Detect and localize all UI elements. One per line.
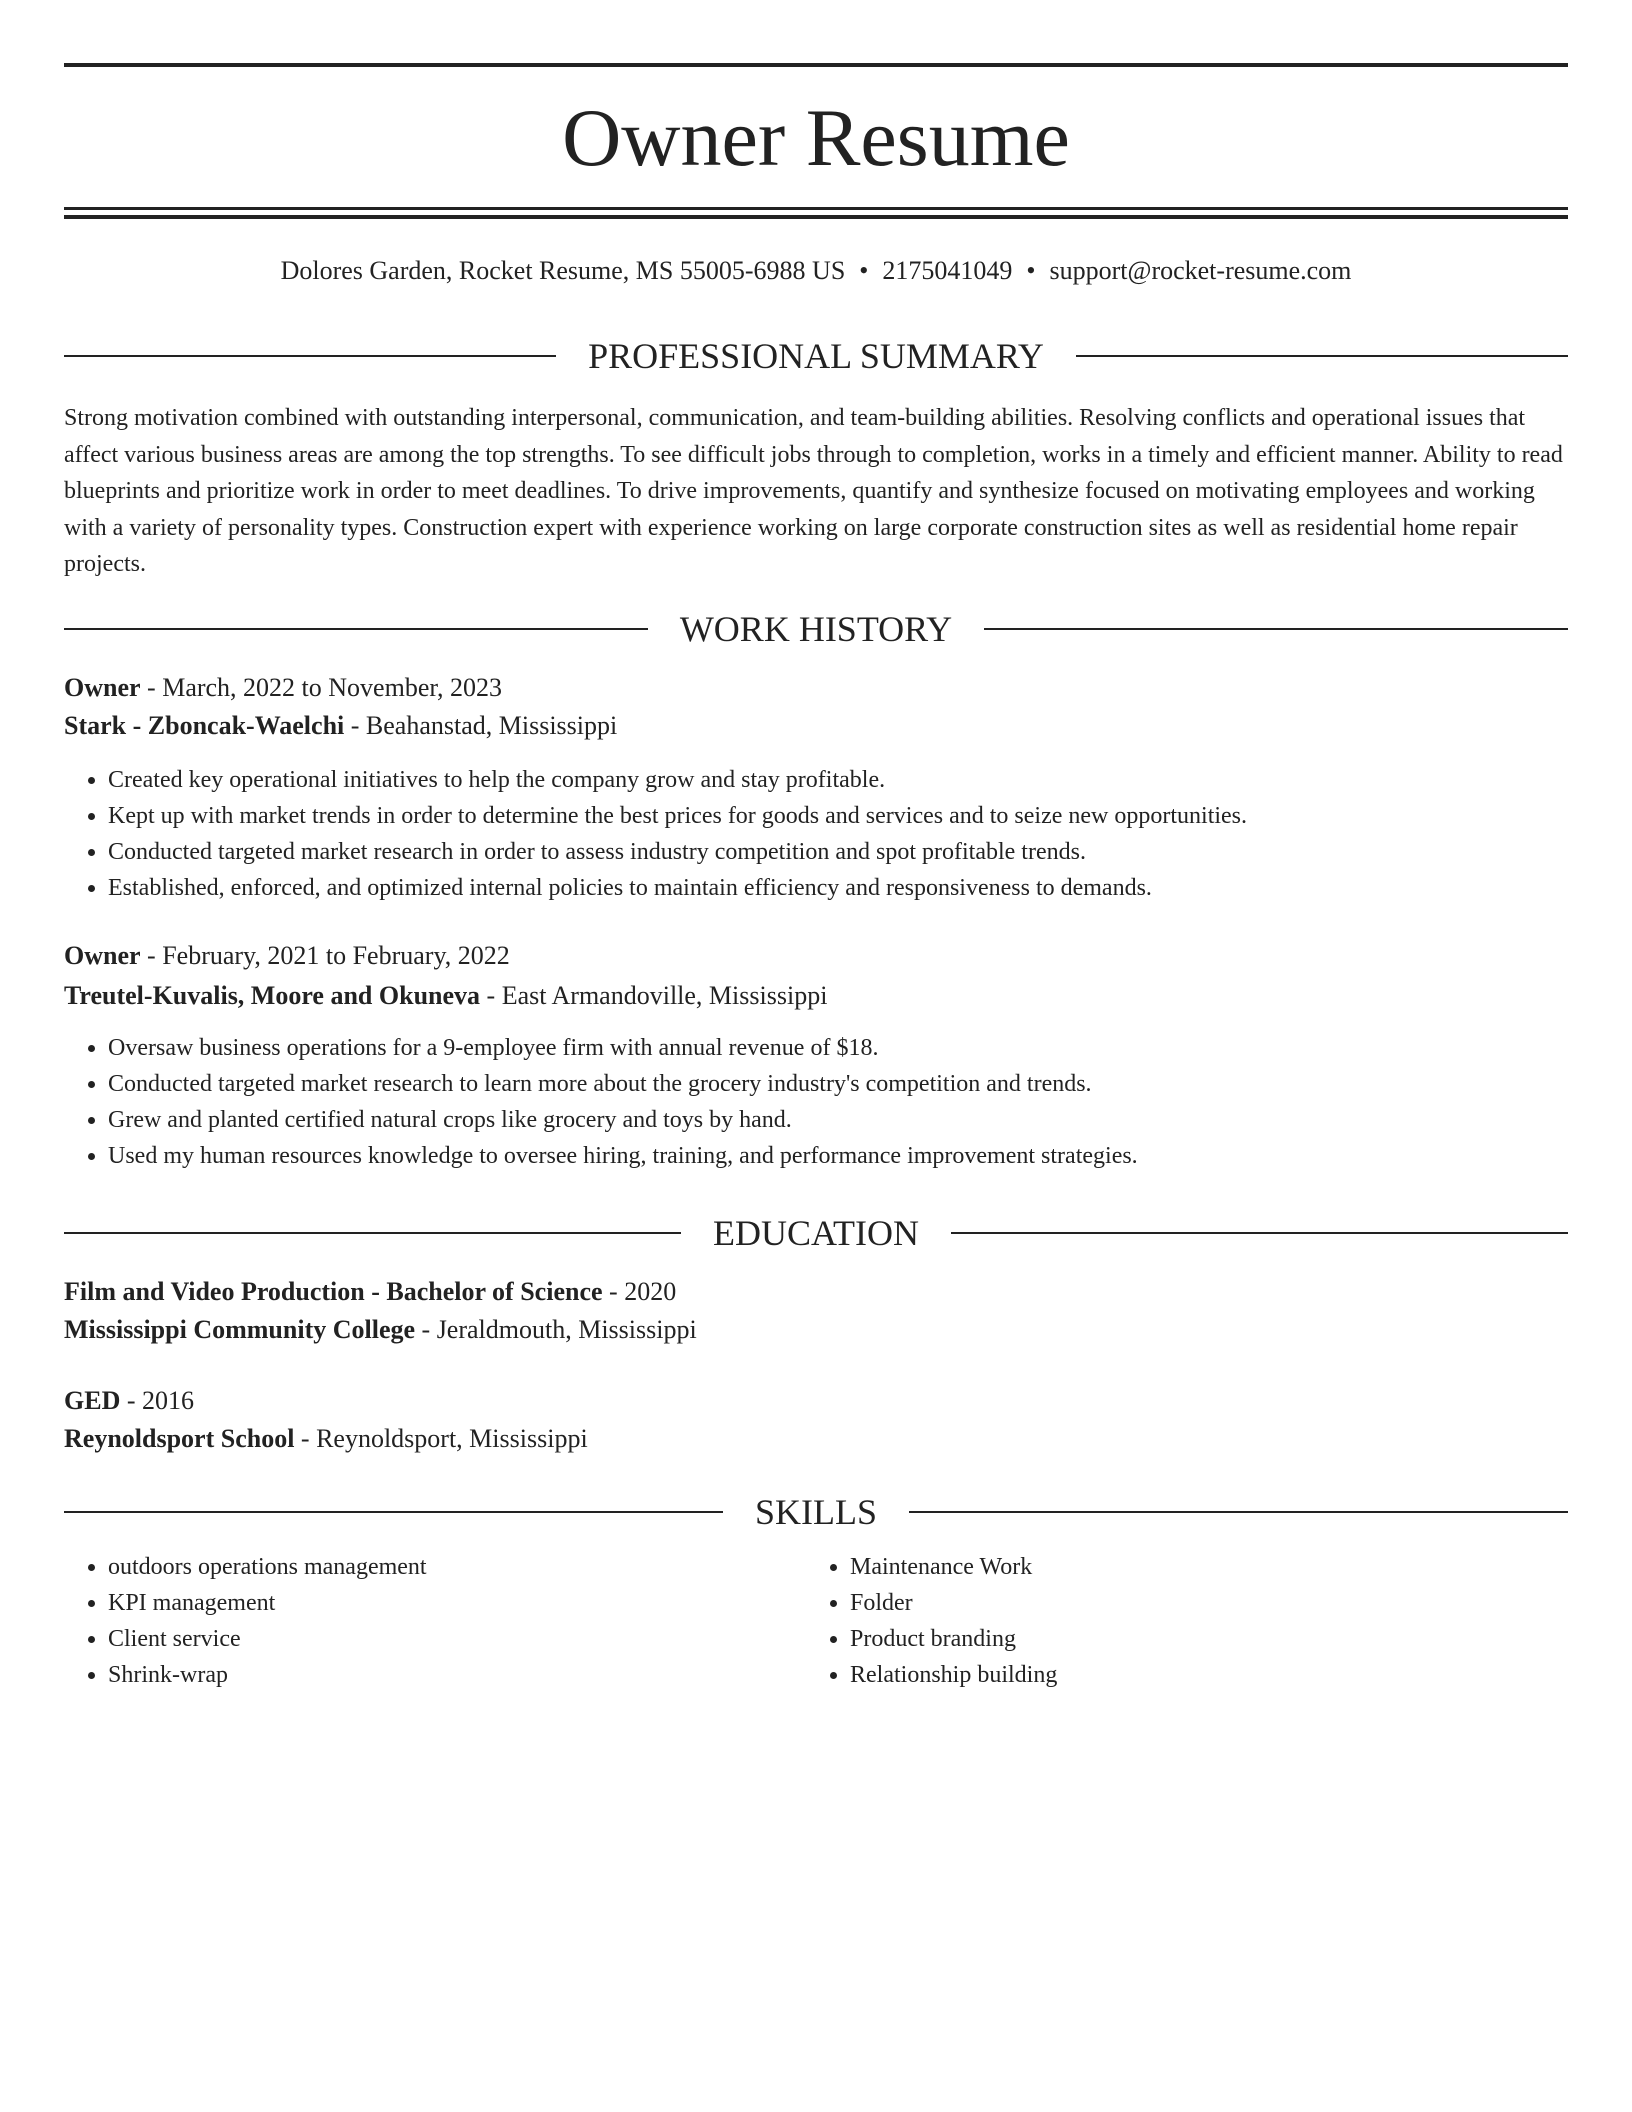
section-rule-right xyxy=(951,1232,1568,1234)
school-name: Mississippi Community College xyxy=(64,1315,416,1344)
contact-phone: 2175041049 xyxy=(882,256,1013,285)
school-location: - Reynoldsport, Mississippi xyxy=(294,1424,588,1453)
school-line xyxy=(64,1422,1568,1456)
header-top-rule xyxy=(64,63,1568,67)
header-bottom-rule-thick xyxy=(64,215,1568,219)
degree-title: GED xyxy=(64,1386,121,1415)
job-bullet-list xyxy=(64,762,1568,906)
job-company-line xyxy=(64,979,1568,1013)
job-title-line xyxy=(64,671,1568,705)
job-company-line xyxy=(64,709,1568,743)
skill-item: • Maintenance Work xyxy=(850,1549,1530,1585)
section-rule-left xyxy=(64,1511,723,1513)
section-heading-summary xyxy=(64,334,1568,378)
header-bottom-rule xyxy=(64,207,1568,210)
job-title: Owner xyxy=(64,673,141,702)
job-company: Stark - Zboncak-Waelchi xyxy=(64,711,345,740)
section-rule-left xyxy=(64,355,556,357)
job-title-line xyxy=(64,939,1568,973)
school-line xyxy=(64,1313,1568,1347)
contact-address: Dolores Garden, Rocket Resume, MS 55005-6988 US xyxy=(280,256,846,285)
section-rule-right xyxy=(909,1511,1568,1513)
school-location: - Jeraldmouth, Mississippi xyxy=(415,1315,697,1344)
professional-summary-text: Strong motivation combined with outstanding interpersonal, communication, and team-building abilities. Resolving conflicts and operational issues that affect various business areas are among the top strengths. To see difficult jobs through to completion, works in a timely and efficient manner. Ability to read blueprints and prioritize work in order to meet deadlines. To drive improvements, quantify and synthesize focused on motivating employees and working with a variety of personality types. Construction expert with experience working on large corporate construction sites as well as residential home repair projects. xyxy=(64,405,1563,577)
job-location: - East Armandoville, Mississippi xyxy=(480,981,828,1010)
list-item: • Oversaw business operations for a 9-employee firm with annual revenue of $18. xyxy=(108,1030,1568,1066)
skill-item: • Client service xyxy=(108,1621,788,1657)
skill-item: • Product branding xyxy=(850,1621,1530,1657)
skills-list-right xyxy=(806,1549,1530,1693)
section-title-work: WORK HISTORY xyxy=(679,609,953,649)
job-company: Treutel-Kuvalis, Moore and Okuneva xyxy=(64,981,481,1010)
section-title-skills: SKILLS xyxy=(755,1492,878,1532)
degree-title: Film and Video Production - Bachelor of Science xyxy=(64,1277,603,1306)
contact-line xyxy=(64,254,1568,288)
section-title-education: EDUCATION xyxy=(713,1213,919,1253)
skill-item: • Folder xyxy=(850,1585,1530,1621)
job-bullet-list xyxy=(64,1030,1568,1174)
page-title: Owner Resume xyxy=(562,92,1070,183)
degree-year: - 2016 xyxy=(120,1386,195,1415)
job-dates: - February, 2021 to February, 2022 xyxy=(140,941,510,970)
job-location: - Beahanstad, Mississippi xyxy=(344,711,618,740)
list-item: • Used my human resources knowledge to oversee hiring, training, and performance improvement strategies. xyxy=(108,1138,1568,1174)
list-item: • Conducted targeted market research to learn more about the grocery industry's competition and trends. xyxy=(108,1066,1568,1102)
list-item: • Conducted targeted market research in order to assess industry competition and spot profitable trends. xyxy=(108,834,1568,870)
job-dates: - March, 2022 to November, 2023 xyxy=(140,673,502,702)
degree-year: - 2020 xyxy=(602,1277,677,1306)
contact-separator: • xyxy=(1026,256,1036,285)
list-item: • Established, enforced, and optimized internal policies to maintain efficiency and responsiveness to demands. xyxy=(108,870,1568,906)
section-rule-left xyxy=(64,1232,681,1234)
school-name: Reynoldsport School xyxy=(64,1424,295,1453)
skill-item: • Relationship building xyxy=(850,1657,1530,1693)
degree-line xyxy=(64,1384,1568,1418)
list-item: • Kept up with market trends in order to determine the best prices for goods and services and to seize new opportunities. xyxy=(108,798,1568,834)
section-rule-right xyxy=(1076,355,1568,357)
skill-item: • outdoors operations management xyxy=(108,1549,788,1585)
section-title-summary: PROFESSIONAL SUMMARY xyxy=(588,336,1044,376)
contact-email: support@rocket-resume.com xyxy=(1049,256,1352,285)
job-title: Owner xyxy=(64,941,141,970)
section-heading-work xyxy=(64,607,1568,651)
list-item: • Grew and planted certified natural crops like grocery and toys by hand. xyxy=(108,1102,1568,1138)
contact-separator: • xyxy=(859,256,869,285)
degree-line xyxy=(64,1275,1568,1309)
section-rule-right xyxy=(984,628,1568,630)
section-heading-skills xyxy=(64,1490,1568,1534)
skills-list-left xyxy=(64,1549,788,1693)
section-rule-left xyxy=(64,628,648,630)
section-heading-education xyxy=(64,1211,1568,1255)
skill-item: • KPI management xyxy=(108,1585,788,1621)
list-item: • Created key operational initiatives to help the company grow and stay profitable. xyxy=(108,762,1568,798)
skill-item: • Shrink-wrap xyxy=(108,1657,788,1693)
